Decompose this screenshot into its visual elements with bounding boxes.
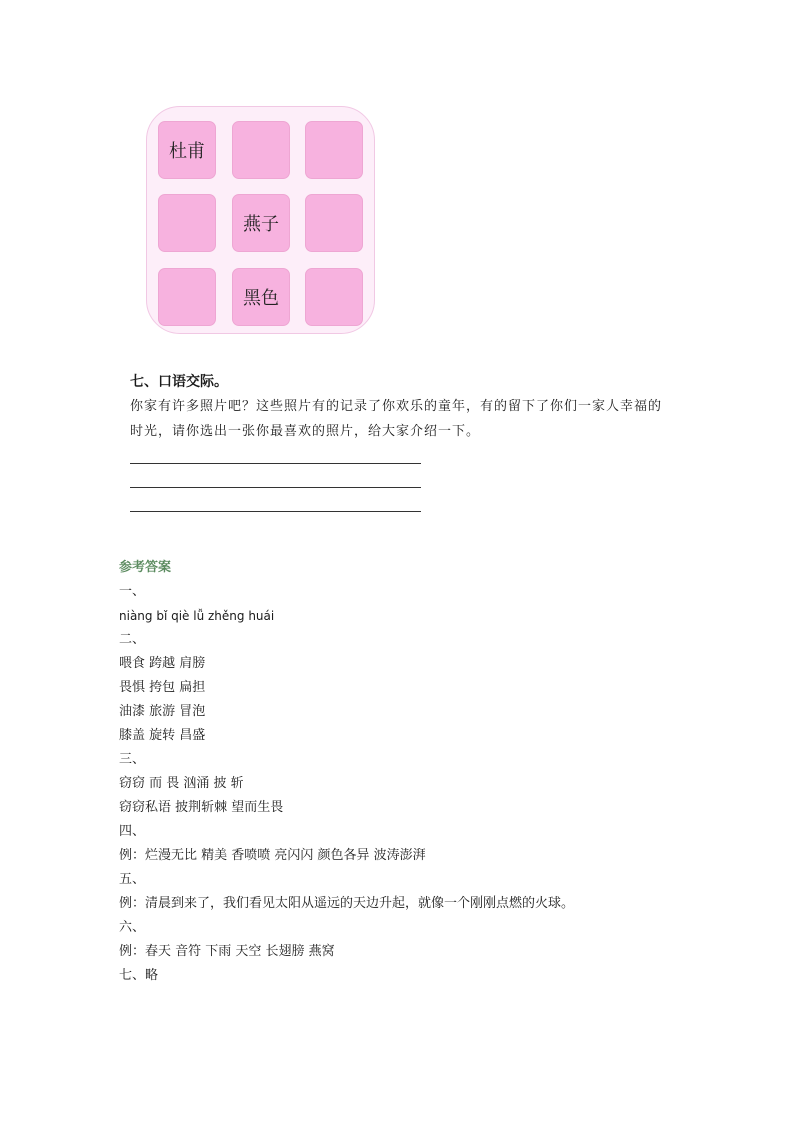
answer-row: 窃窃私语 披荆斩棘 望而生畏 xyxy=(119,800,284,815)
answer-line[interactable] xyxy=(130,463,421,464)
answer-row: 一、 xyxy=(119,584,146,599)
answer-row: niàng bǐ qiè lǚ zhěng huái xyxy=(119,609,275,623)
oral-communication-prompt: 你家有许多照片吧？这些照片有的记录了你欢乐的童年，有的留下了你们一家人幸福的时光，请你选出一张你最喜欢的照片，给大家介绍一下。 xyxy=(130,399,663,439)
answer-row: 窃窃 而 畏 汹涌 披 斩 xyxy=(119,776,244,791)
word-grid-panel xyxy=(146,106,375,334)
reference-answers xyxy=(119,556,574,988)
answer-row: 五、 xyxy=(119,872,146,887)
answer-row: 四、 xyxy=(119,824,146,839)
grid-cell: 杜甫 xyxy=(158,121,216,179)
answer-row: 例：清晨到来了，我们看见太阳从遥远的天边升起，就像一个刚刚点燃的火球。 xyxy=(119,896,575,911)
answer-row: 膝盖 旋转 昌盛 xyxy=(119,728,206,743)
answer-line[interactable] xyxy=(130,511,421,512)
answer-row: 例：烂漫无比 精美 香喷喷 亮闪闪 颜色各异 波涛澎湃 xyxy=(119,848,426,863)
grid-cell xyxy=(305,121,363,179)
answer-row: 例：春天 音符 下雨 天空 长翅膀 燕窝 xyxy=(119,944,335,959)
grid-cell: 黑色 xyxy=(232,268,290,326)
answer-row: 畏惧 挎包 扁担 xyxy=(119,680,206,695)
grid-cell xyxy=(158,194,216,252)
answer-row: 七、略 xyxy=(119,968,159,983)
answer-row: 喂食 跨越 肩膀 xyxy=(119,656,206,671)
grid-cell: 燕子 xyxy=(232,194,290,252)
grid-cell xyxy=(232,121,290,179)
answer-row: 六、 xyxy=(119,920,146,935)
answer-row: 油漆 旅游 冒泡 xyxy=(119,704,206,719)
grid-cell xyxy=(305,194,363,252)
answer-row: 二、 xyxy=(119,632,146,647)
grid-cell xyxy=(158,268,216,326)
grid-cell xyxy=(305,268,363,326)
answers-heading: 参考答案 xyxy=(119,560,172,575)
answer-line[interactable] xyxy=(130,487,421,488)
section-title-oral-communication: 七、口语交际。 xyxy=(130,374,228,390)
answer-row: 三、 xyxy=(119,752,146,767)
